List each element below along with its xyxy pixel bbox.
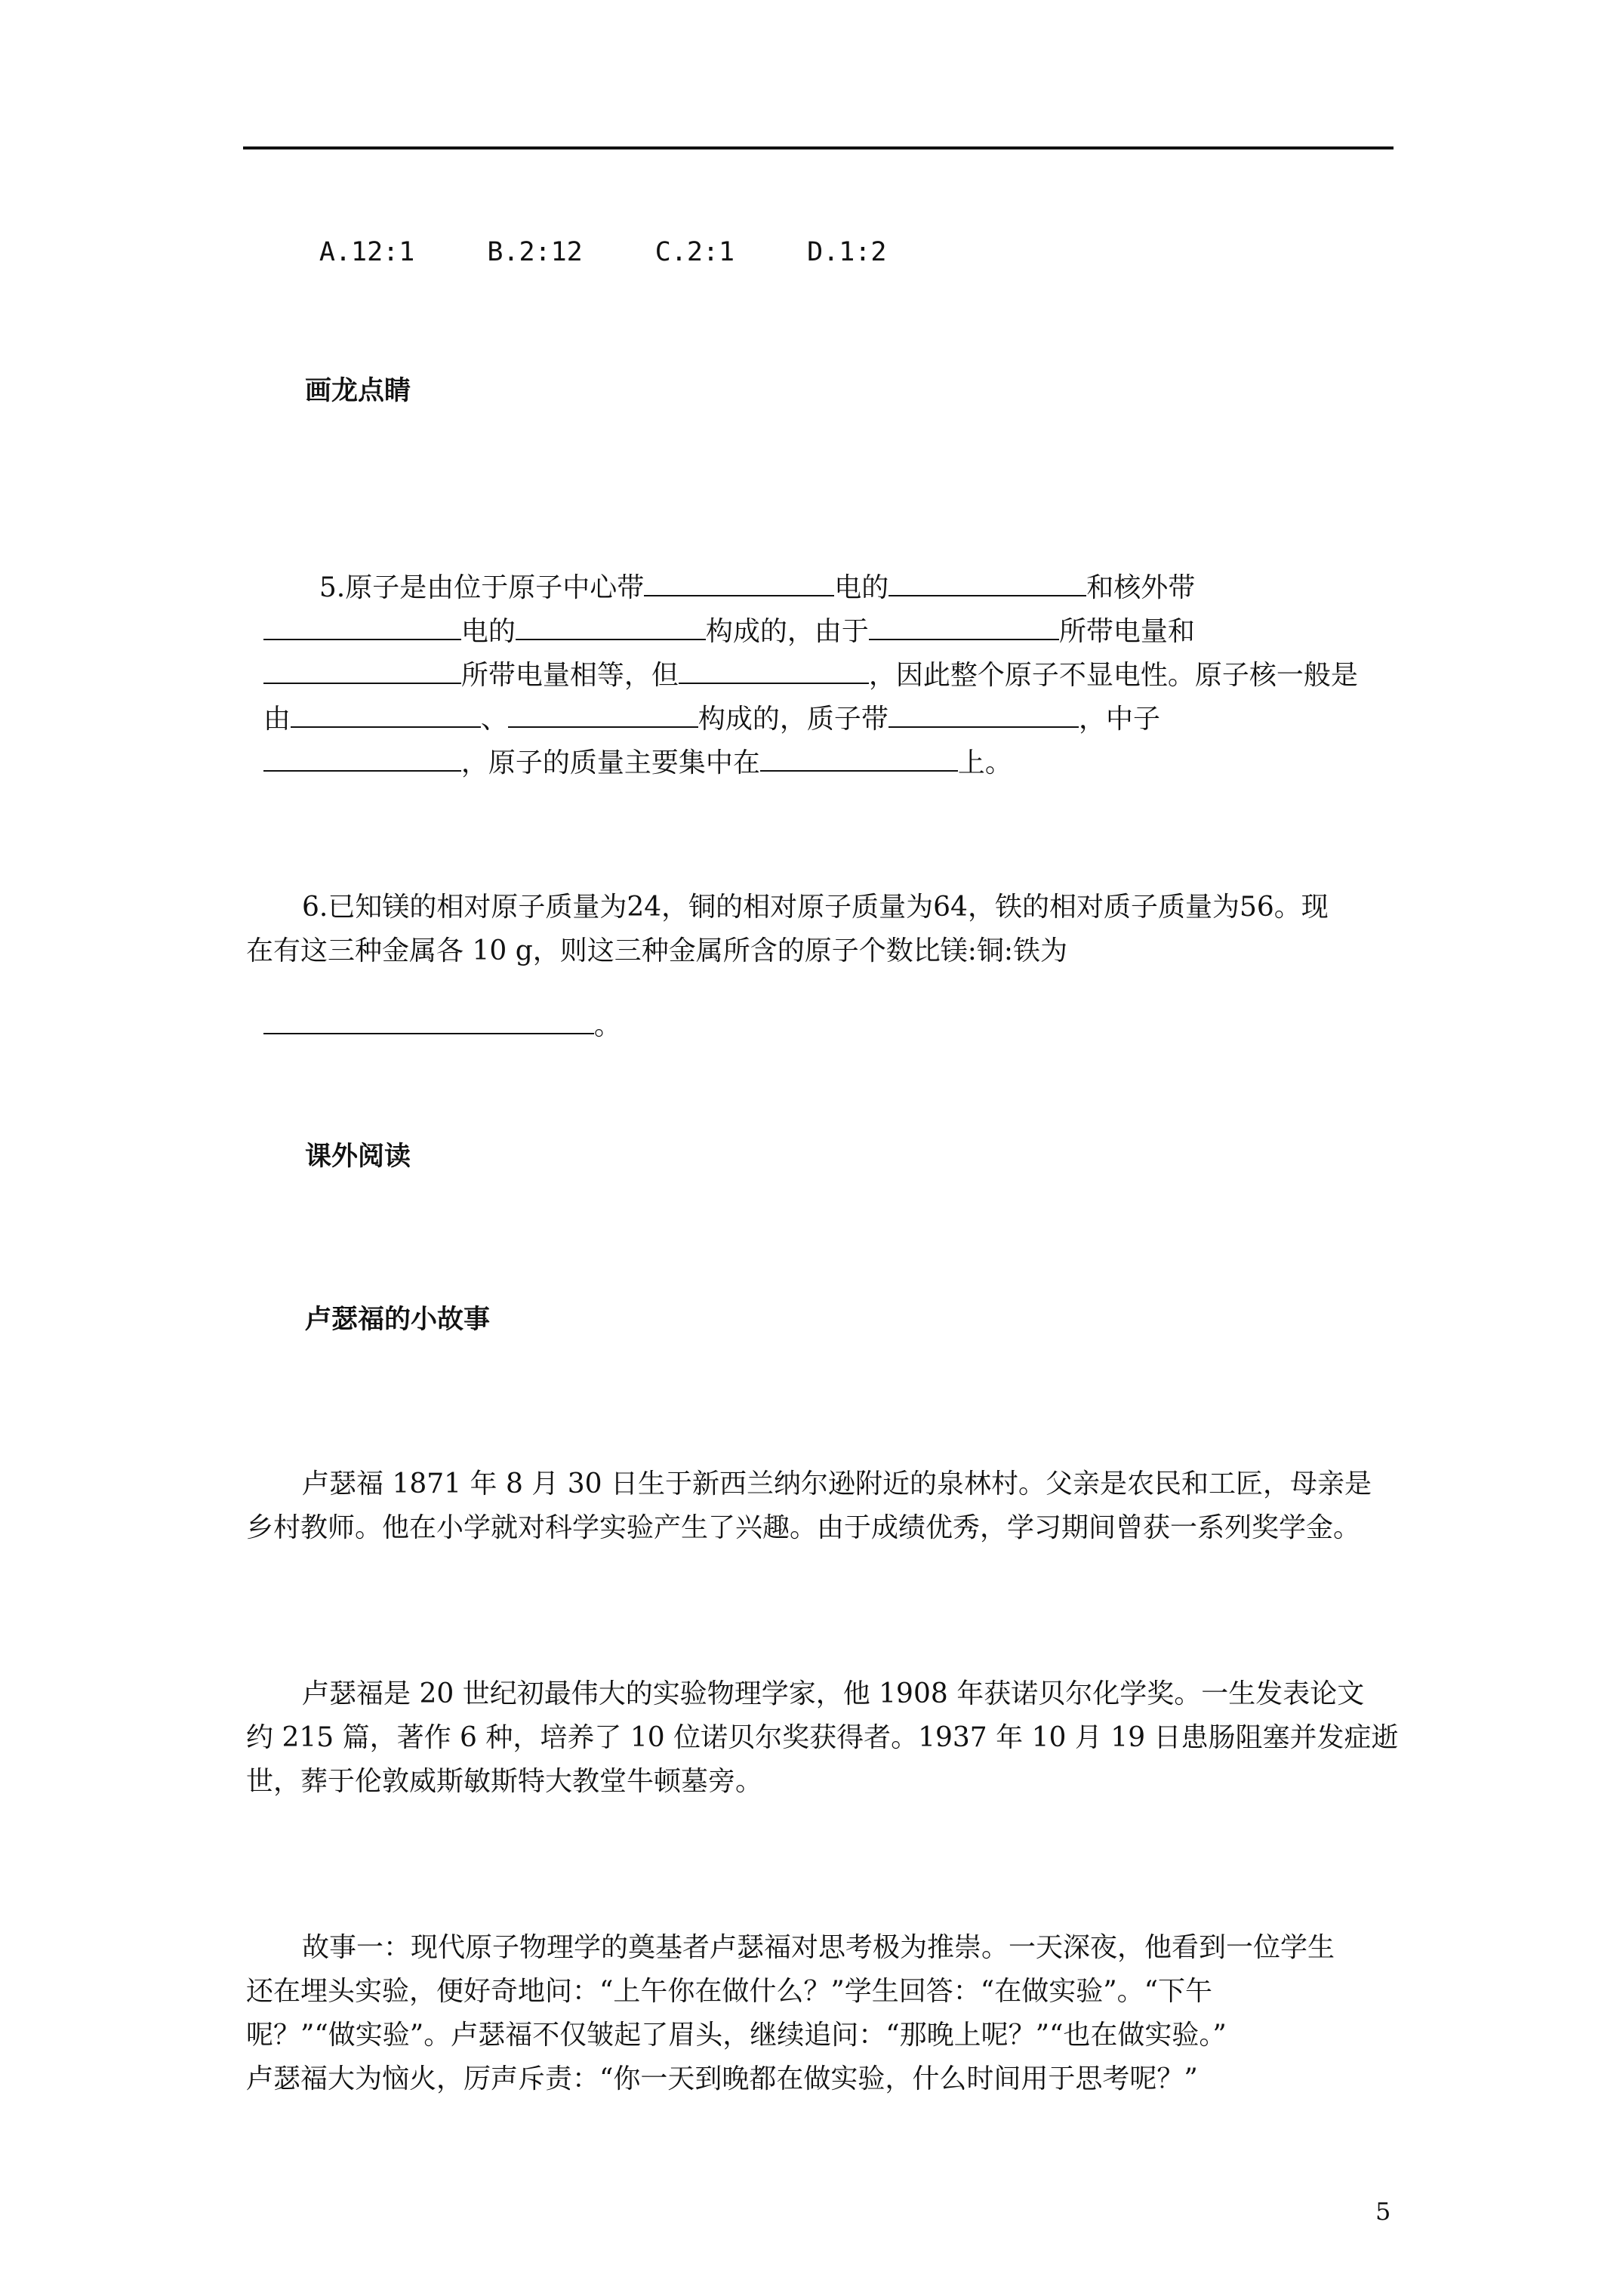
p2-line-2: 约 215 篇，著作 6 种，培养了 10 位诺贝尔奖获得者。1937 年 10 月 19 日患肠阻塞并发症逝 <box>246 1722 1399 1753</box>
q6-line-3 <box>246 982 621 1040</box>
header-rule <box>243 146 1394 149</box>
q5-text: 、 <box>480 704 508 735</box>
q5-text: 上。 <box>957 747 1012 778</box>
p2-line-1: 卢瑟福是 20 世纪初最伟大的实验物理学家，他 1908 年获诺贝尔化学奖。一生发表论文 <box>302 1678 1365 1709</box>
q5-text: ，原子的质量主要集中在 <box>460 747 760 778</box>
q5-text: 5.原子是由位于原子中心带 <box>319 572 645 603</box>
q5-text: ，中子 <box>1078 704 1160 735</box>
section-heading-hua-long-dian-jing: 画龙点睛 <box>305 375 411 406</box>
option-b: B.2:12 <box>487 237 583 267</box>
answer-blank[interactable] <box>760 746 958 772</box>
p2-line-3: 世，葬于伦敦威斯敏斯特大教堂牛顿墓旁。 <box>246 1766 763 1797</box>
section-heading-reading: 课外阅读 <box>305 1141 411 1172</box>
q6-line-1: 6.已知镁的相对原子质量为24，铜的相对原子质量为64，铁的相对质子质量为56。现 <box>302 892 1329 923</box>
p3-line-2: 还在埋头实验，便好奇地问：“上午你在做什么？”学生回答：“在做实验”。“下午 <box>246 1976 1213 2007</box>
q5-text: 构成的，由于 <box>705 616 869 647</box>
p3-line-1: 故事一：现代原子物理学的奠基者卢瑟福对思考极为推崇。一天深夜，他看到一位学生 <box>302 1932 1335 1963</box>
option-a: A.12:1 <box>319 237 415 267</box>
option-c: C.2:1 <box>654 237 735 267</box>
option-d: D.1:2 <box>807 237 887 267</box>
story-title: 卢瑟福的小故事 <box>305 1304 491 1335</box>
page-number: 5 <box>1375 2197 1391 2226</box>
answer-blank[interactable] <box>263 746 461 772</box>
p3-line-4: 卢瑟福大为恼火，厉声斥责：“你一天到晚都在做实验，什么时间用于思考呢？” <box>246 2063 1198 2094</box>
p3-line-3: 呢？”“做实验”。卢瑟福不仅皱起了眉头，继续追问：“那晚上呢？”“也在做实验。” <box>246 2020 1227 2051</box>
q5-text: ，因此整个原子不显电性。原子核一般是 <box>868 660 1358 691</box>
answer-options <box>302 211 886 266</box>
q5-text: 电的 <box>460 616 516 647</box>
answer-blank[interactable] <box>263 1009 594 1034</box>
q5-text: 构成的，质子带 <box>698 704 888 735</box>
q6-line-2: 在有这三种金属各 10 g，则这三种金属所含的原子个数比镁:铜:铁为 <box>246 935 1067 966</box>
p1-line-1: 卢瑟福 1871 年 8 月 30 日生于新西兰纳尔逊附近的泉林村。父亲是农民和工匠，母亲是 <box>302 1469 1372 1499</box>
q5-text: 所带电量和 <box>1058 616 1195 647</box>
q5-line-5 <box>246 719 1012 777</box>
q5-text: 由 <box>263 704 291 735</box>
q5-text: 和核外带 <box>1086 572 1196 603</box>
p1-line-2: 乡村教师。他在小学就对科学实验产生了兴趣。由于成绩优秀，学习期间曾获一系列奖学金。 <box>246 1512 1361 1543</box>
q5-text: 所带电量相等，但 <box>460 660 679 691</box>
q5-text: 电的 <box>834 572 889 603</box>
q6-text: 。 <box>593 1010 621 1041</box>
